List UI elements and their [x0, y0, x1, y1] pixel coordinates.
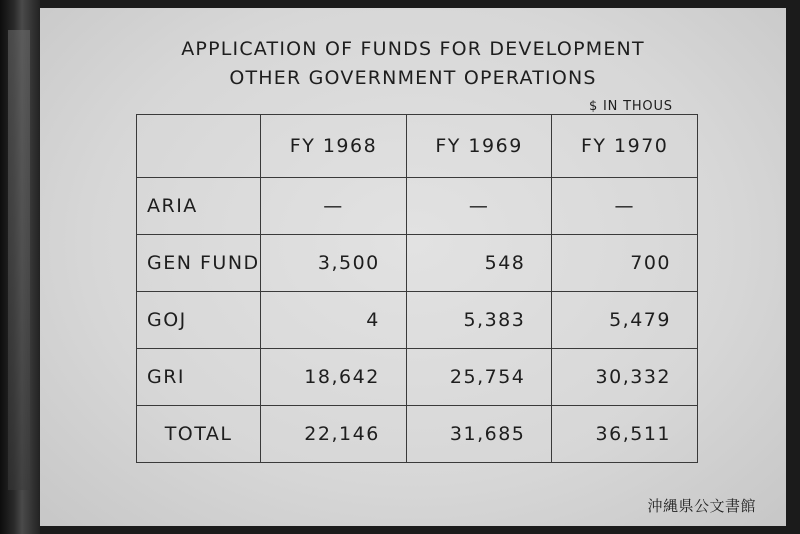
header-corner-cell: [137, 115, 261, 178]
table-cell: 22,146: [261, 406, 407, 463]
unit-note: $ IN THOUS: [589, 99, 673, 114]
table-cell: 5,383: [406, 292, 552, 349]
table-cell: —: [261, 178, 407, 235]
table-cell: —: [406, 178, 552, 235]
table-row-aria: [137, 178, 698, 235]
row-label: GEN FUND: [137, 235, 261, 292]
row-label-total: TOTAL: [137, 406, 261, 463]
archive-stamp: 沖縄県公文書館: [647, 497, 756, 515]
table-header-row: [137, 115, 698, 178]
column-header-fy1969: FY 1969: [406, 115, 552, 178]
table-cell: 25,754: [406, 349, 552, 406]
table-row-gri: [137, 349, 698, 406]
table-row-goj: [137, 292, 698, 349]
funds-table: [136, 114, 698, 463]
table-cell: 548: [406, 235, 552, 292]
column-header-fy1968: FY 1968: [261, 115, 407, 178]
table-row-total: [137, 406, 698, 463]
document-sheet: [40, 8, 786, 526]
title-line-1: APPLICATION OF FUNDS FOR DEVELOPMENT: [181, 38, 645, 60]
film-edge: [0, 0, 40, 534]
row-label: GRI: [137, 349, 261, 406]
title-line-2: OTHER GOVERNMENT OPERATIONS: [229, 67, 597, 89]
table-cell: 4: [261, 292, 407, 349]
row-label: ARIA: [137, 178, 261, 235]
table-cell: 700: [552, 235, 698, 292]
column-header-fy1970: FY 1970: [552, 115, 698, 178]
table-cell: 31,685: [406, 406, 552, 463]
table-cell: 30,332: [552, 349, 698, 406]
table-cell: 36,511: [552, 406, 698, 463]
table-cell: 5,479: [552, 292, 698, 349]
table-row-gen-fund: [137, 235, 698, 292]
table-cell: 3,500: [261, 235, 407, 292]
table-cell: 18,642: [261, 349, 407, 406]
row-label: GOJ: [137, 292, 261, 349]
table-cell: —: [552, 178, 698, 235]
